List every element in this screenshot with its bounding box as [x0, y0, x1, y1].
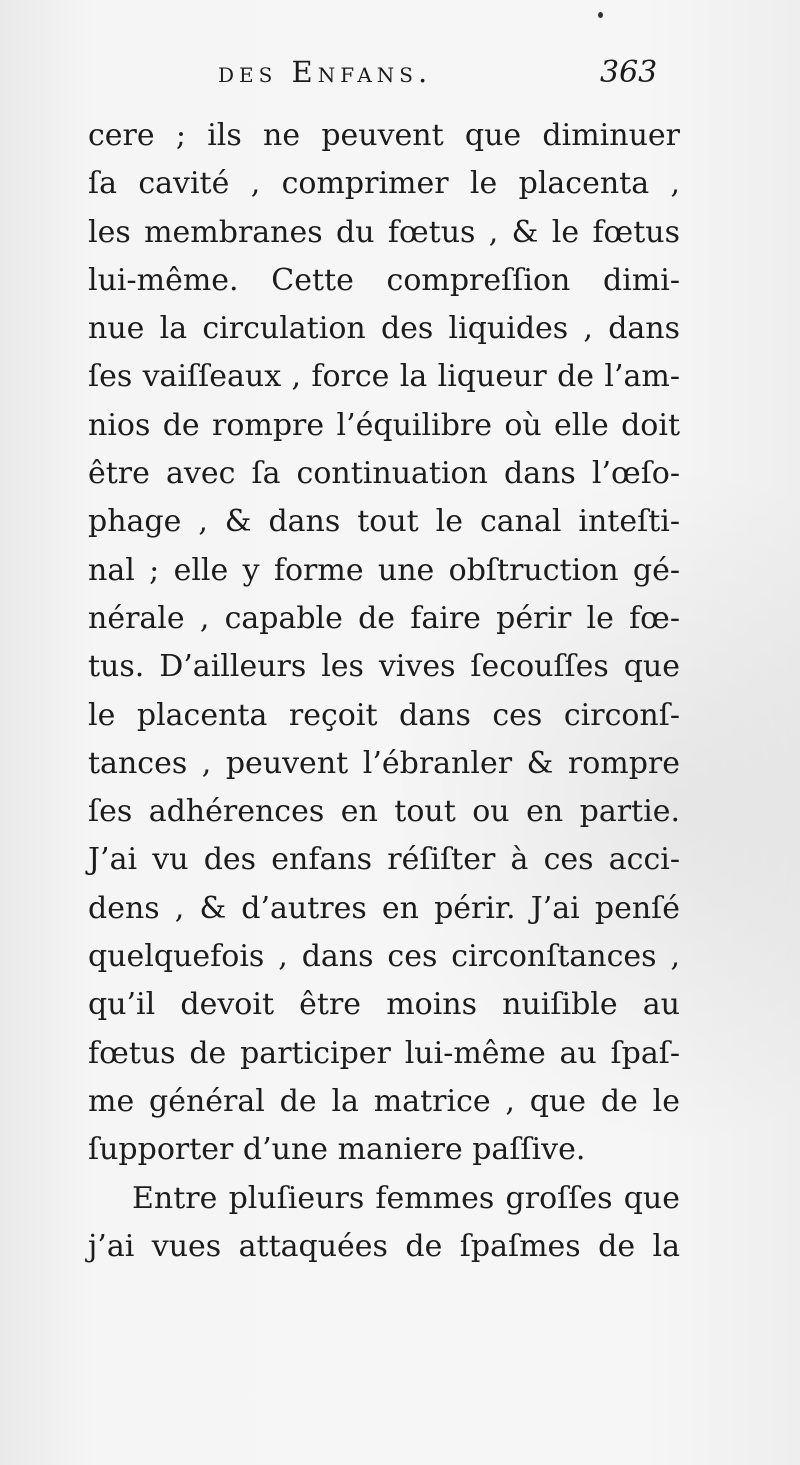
text-line: ſa cavité , comprimer le placenta ,	[88, 166, 680, 202]
text-line: Entre pluſieurs femmes groſſes que	[132, 1180, 680, 1216]
text-line: ſes adhérences en tout ou en partie.	[88, 794, 680, 830]
text-line: lui-même. Cette compreſſion dimi-	[88, 262, 680, 298]
text-line: le placenta reçoit dans ces circonſ-	[88, 697, 680, 733]
text-line: dens , & d’autres en périr. J’ai penſé	[88, 890, 680, 926]
text-line: qu’il devoit être moins nuiſible au	[88, 987, 680, 1023]
text-line: J’ai vu des enfans réſiſter à ces acci-	[88, 842, 680, 878]
page-number: 363	[600, 55, 658, 90]
text-line: me général de la matrice , que de le	[88, 1083, 680, 1119]
paragraph	[88, 1175, 680, 1272]
text-line: nal ; elle y forme une obſtruction gé-	[88, 552, 680, 588]
text-line: nue la circulation des liquides , dans	[88, 311, 680, 347]
running-title: des Enfans.	[218, 55, 433, 89]
text-line: ſes vaiſſeaux , force la liqueur de l’am-	[88, 359, 680, 395]
text-line: nérale , capable de faire périr le fœ-	[88, 600, 680, 636]
text-line: tus. D’ailleurs les vives ſecouſſes que	[88, 649, 680, 685]
text-line: cere ; ils ne peuvent que diminuer	[88, 118, 680, 153]
paragraph	[88, 112, 680, 1175]
text-line: quelquefois , dans ces circonſtances ,	[88, 939, 680, 975]
text-line: nios de rompre l’équilibre où elle doit	[88, 407, 680, 443]
body-text	[88, 112, 680, 1271]
text-line: ſupporter d’une maniere paſſive.	[88, 1132, 586, 1168]
text-line: tances , peuvent l’ébranler & rompre	[88, 745, 680, 781]
ink-speck	[598, 12, 603, 18]
text-line: fœtus de participer lui-même au ſpaſ-	[88, 1035, 680, 1071]
text-line: j’ai vues attaquées de ſpaſmes de la	[88, 1228, 680, 1264]
page-header	[0, 55, 800, 95]
text-line: phage , & dans tout le canal inteſti-	[88, 504, 680, 540]
text-line: être avec ſa continuation dans l’œſo-	[88, 456, 680, 492]
text-line: les membranes du fœtus , & le fœtus	[88, 214, 680, 250]
